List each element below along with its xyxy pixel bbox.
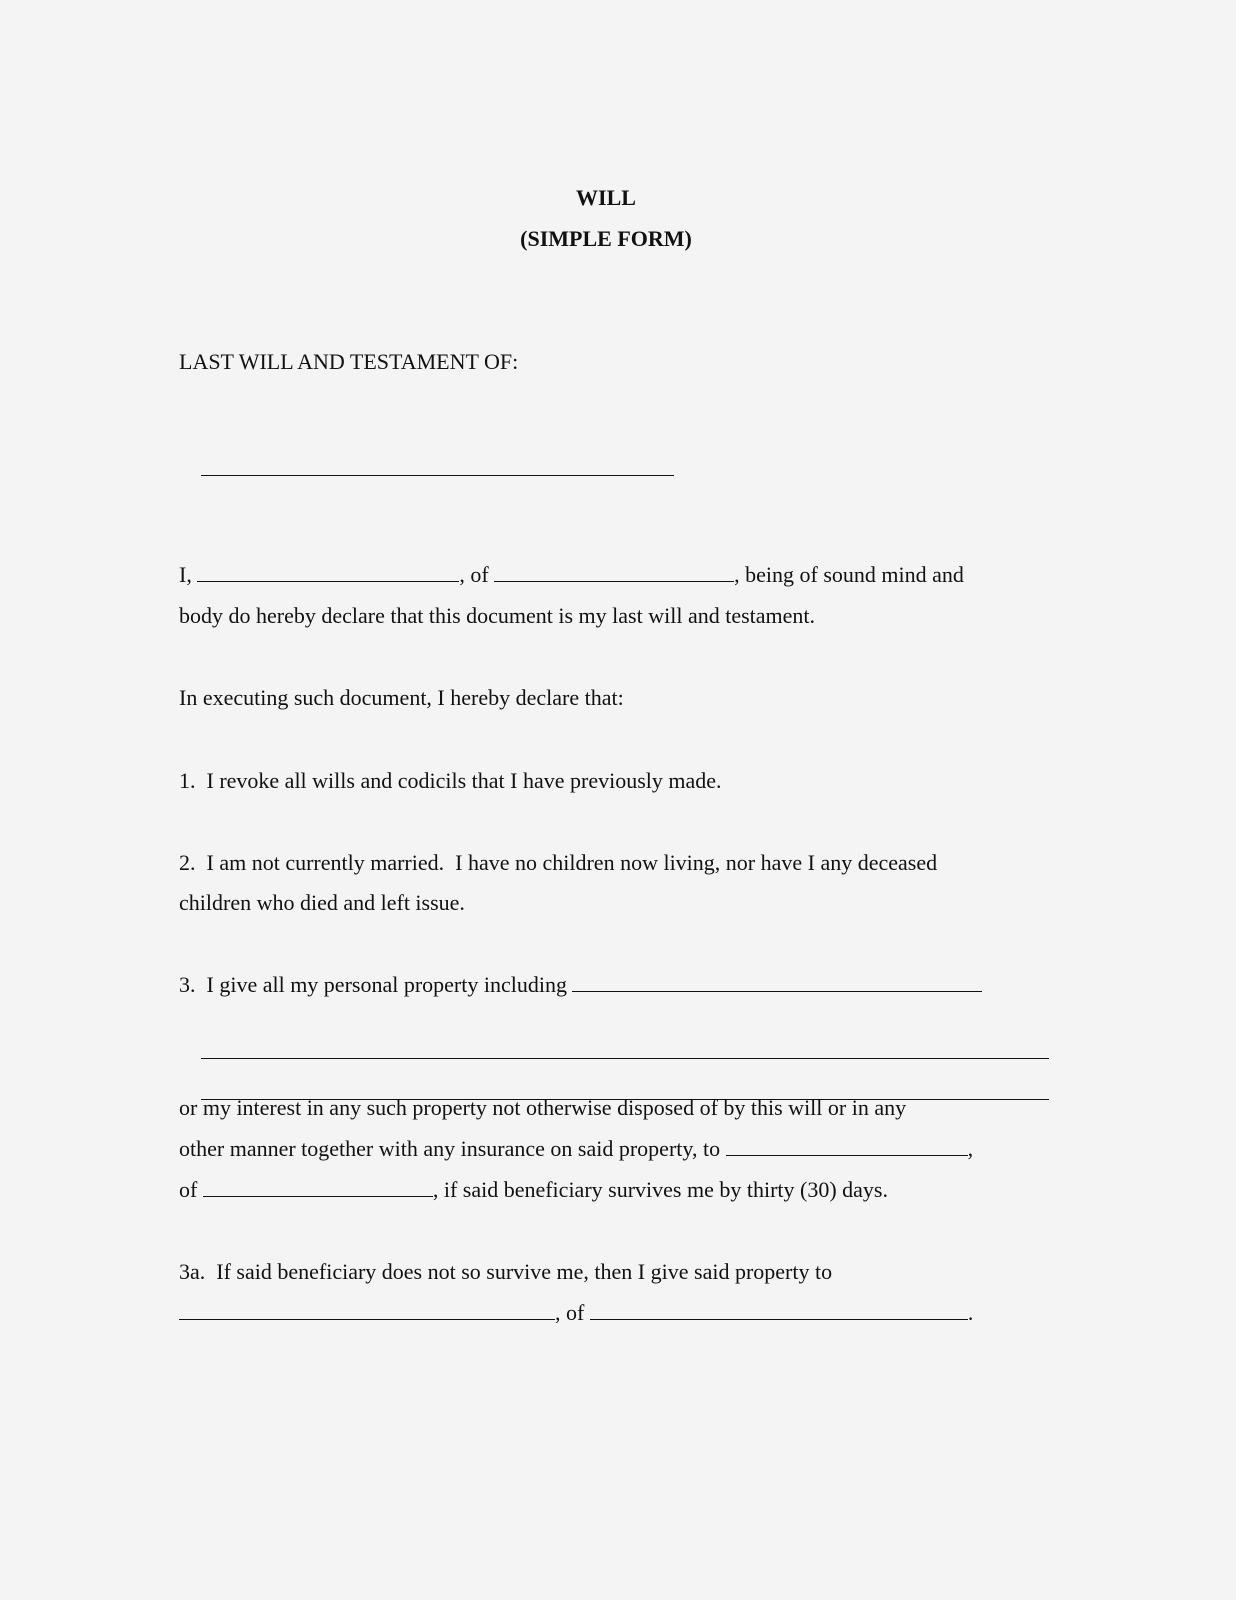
clause-3a-line-1: 3a. If said beneficiary does not so survive me, then I give said property to bbox=[179, 1259, 833, 1284]
testator-residence-field[interactable] bbox=[494, 563, 734, 582]
declaration-line-2: body do hereby declare that this document is my last will and testament. bbox=[179, 603, 816, 628]
testator-name-blank[interactable] bbox=[201, 457, 674, 476]
beneficiary-name-field[interactable] bbox=[726, 1137, 968, 1156]
document-subtitle: (SIMPLE FORM) bbox=[520, 226, 692, 251]
clause-3-text: other manner together with any insurance on said property, to bbox=[179, 1136, 721, 1161]
clause-3a-text: . bbox=[967, 1300, 974, 1325]
clause-2-line-2: children who died and left issue. bbox=[179, 890, 465, 915]
clause-3-text: of bbox=[179, 1177, 198, 1202]
executing-statement: In executing such document, I hereby declare that: bbox=[179, 685, 624, 710]
alternate-beneficiary-name-field[interactable] bbox=[179, 1301, 555, 1320]
clause-3-line-1 bbox=[179, 972, 982, 998]
clause-3a-text: , of bbox=[555, 1300, 585, 1325]
clause-3-text: 3. I give all my personal property including bbox=[179, 972, 567, 997]
clause-2-line-1: 2. I am not currently married. I have no children now living, nor have I any deceased bbox=[179, 850, 938, 875]
clause-3-text: , bbox=[967, 1136, 974, 1161]
testator-name-field[interactable] bbox=[197, 563, 459, 582]
testament-of-label: LAST WILL AND TESTAMENT OF: bbox=[179, 349, 519, 374]
clause-3a-line-2 bbox=[179, 1300, 973, 1326]
clause-1: 1. I revoke all wills and codicils that I have previously made. bbox=[179, 768, 722, 793]
testator-name-line bbox=[179, 430, 674, 508]
clause-3-line-4: or my interest in any such property not otherwise disposed of by this will or in any bbox=[179, 1095, 907, 1120]
personal-property-field[interactable] bbox=[572, 973, 982, 992]
declaration-line-1 bbox=[179, 562, 964, 588]
alternate-beneficiary-residence-field[interactable] bbox=[590, 1301, 968, 1320]
declaration-text: , of bbox=[459, 562, 489, 587]
clause-3-line-6 bbox=[179, 1177, 888, 1203]
declaration-text: , being of sound mind and bbox=[734, 562, 964, 587]
clause-3-line-5 bbox=[179, 1136, 973, 1162]
declaration-text: I, bbox=[179, 562, 192, 587]
beneficiary-residence-field[interactable] bbox=[203, 1178, 433, 1197]
clause-3-text: , if said beneficiary survives me by thirty (30) days. bbox=[432, 1177, 888, 1202]
document-title: WILL bbox=[576, 185, 636, 210]
